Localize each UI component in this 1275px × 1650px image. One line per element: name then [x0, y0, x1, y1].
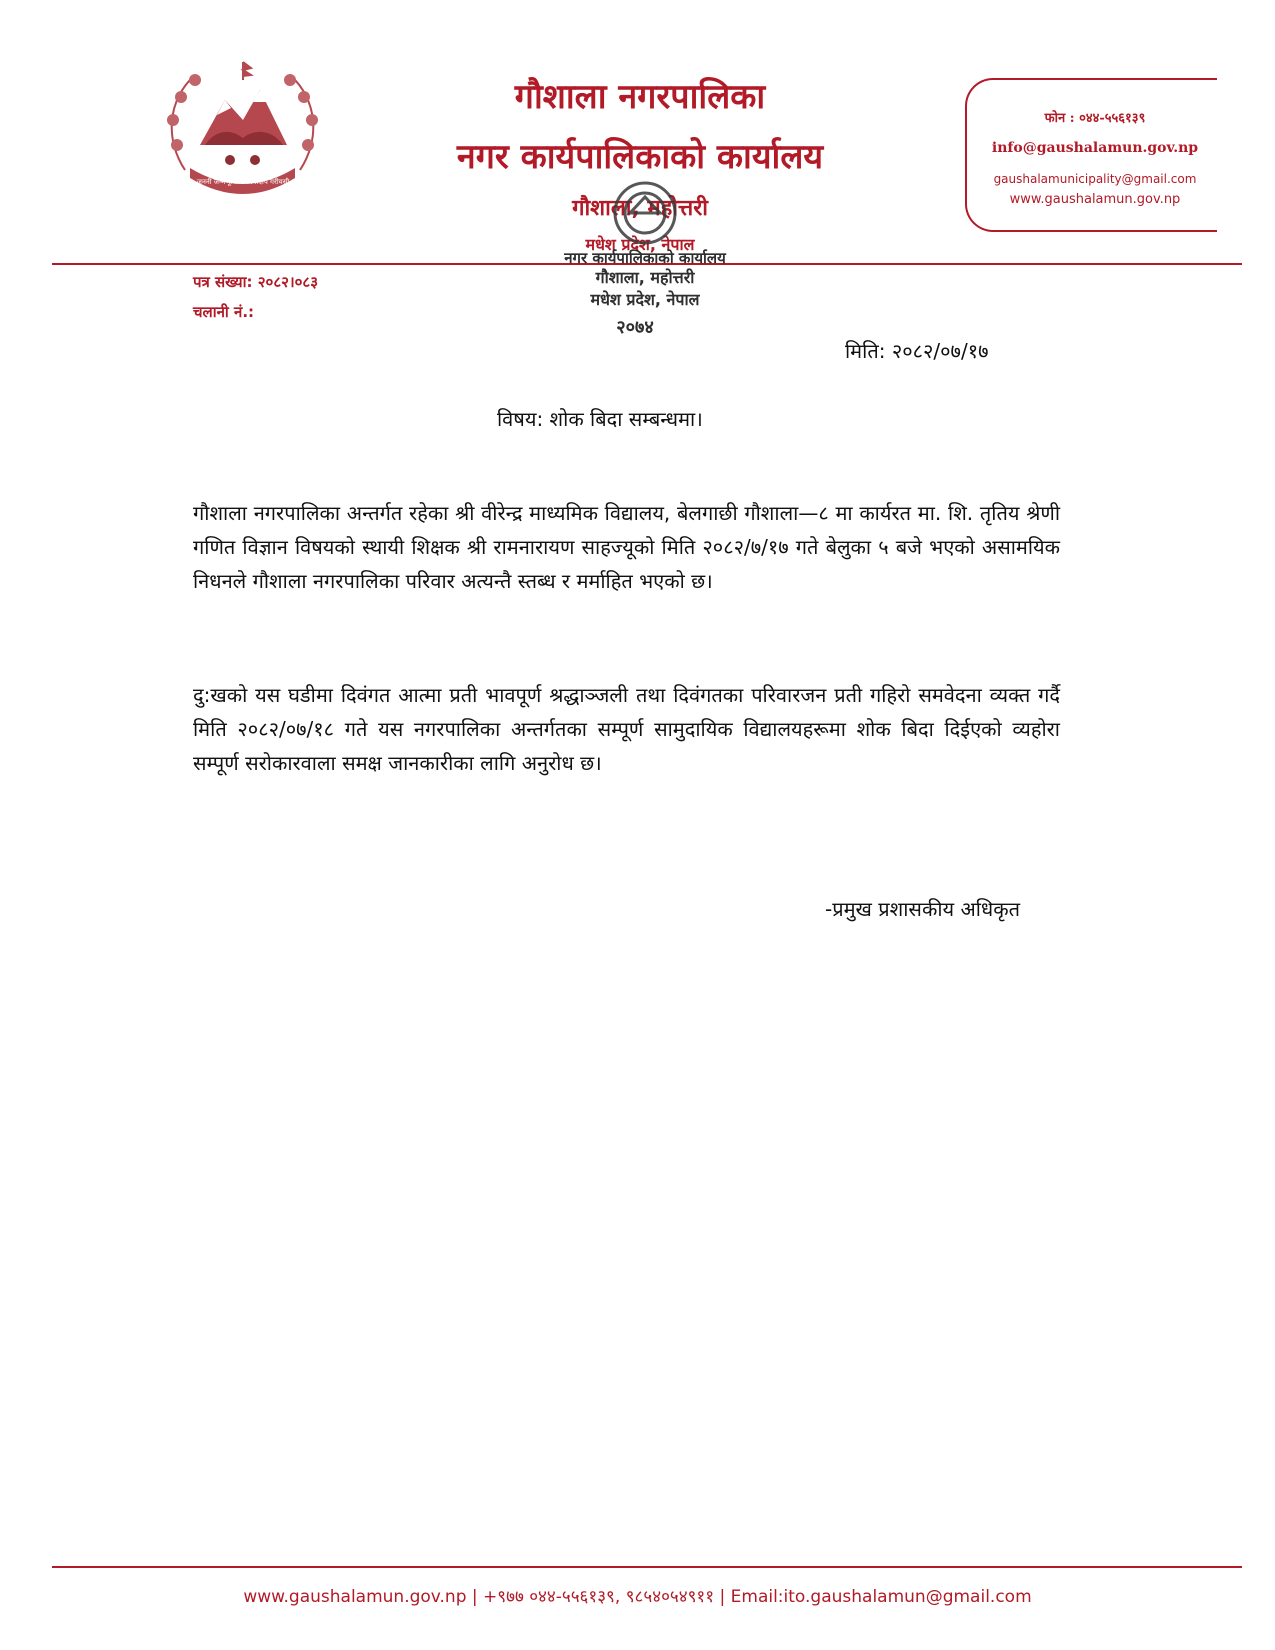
emblem-motto: जननी जन्मभूमिश्च स्वर्गादपि गरीयसी [196, 178, 290, 186]
stamp-year-text: २०७४ [616, 317, 654, 338]
stamp-location-text: गौशाला, महोत्तरी [595, 268, 695, 287]
location-subtitle: गौशाला, महोत्तरी [572, 196, 708, 221]
stamp-office-text: नगर कार्यपालिकाको कार्यालय [564, 249, 726, 267]
body-paragraph-2: दु:खको यस घडीमा दिवंगत आत्मा प्रती भावपूर्ण श्रद्धाञ्जली तथा दिवंगतका परिवारजन प्रती गहिरो समवेदना व्यक्त गर्दै मिति २०८२/०७/१८ गते यस नगरपालिका अन्तर्गतका सम्पूर्ण सामुदायिक विद्यालयहरूमा शोक बिदा दिईएको व्यहोरा सम्पूर्ण सरोकारवाला समक्ष जानकारीका लागि अनुरोध छ। [193, 683, 1060, 775]
letter-number: पत्र संख्या: २०८२।०८३ [193, 273, 319, 291]
province-subtitle: मधेश प्रदेश, नेपाल [585, 235, 695, 254]
signature-designation: -प्रमुख प्रशासकीय अधिकृत [825, 897, 1020, 921]
footer-contact: www.gaushalamun.gov.np | +९७७ ०४४-५५६१३९, ९८५४०५४९११ | Email:ito.gaushalamun@gmail.com [243, 1587, 1032, 1607]
nepal-emblem-logo [155, 50, 330, 205]
contact-gmail[interactable]: gaushalamunicipality@gmail.com [993, 172, 1197, 186]
footer-divider [52, 1566, 1242, 1568]
letter-date: मिति: २०८२/०७/१७ [845, 339, 989, 363]
stamp-province-text: मधेश प्रदेश, नेपाल [590, 290, 700, 309]
municipality-title: गौशाला नगरपालिका [514, 77, 766, 117]
contact-website[interactable]: www.gaushalamun.gov.np [1009, 192, 1181, 207]
office-stamp [540, 175, 750, 355]
contact-info-email[interactable]: info@gaushalamun.gov.np [991, 140, 1199, 156]
contact-phone: फोन : ०४४-५५६१३९ [1044, 111, 1146, 126]
letter-subject: विषय: शोक बिदा सम्बन्धमा। [497, 407, 703, 431]
dispatch-number: चलानी नं.: [193, 303, 255, 321]
body-paragraph-1: गौशाला नगरपालिका अन्तर्गत रहेका श्री वीरेन्द्र माध्यमिक विद्यालय, बेलगाछी गौशाला—८ मा कार्यरत मा. शि. तृतिय श्रेणी गणित विज्ञान विषयको स्थायी शिक्षक श्री रामनारायण साहज्यूको मिति २०८२/७/१७ गते बेलुका ५ बजे भएको असामयिक निधनले गौशाला नगरपालिका परिवार अत्यन्तै स्तब्ध र मर्माहित भएको छ। [193, 501, 1060, 593]
office-title: नगर कार्यपालिकाको कार्यालय [456, 137, 824, 177]
